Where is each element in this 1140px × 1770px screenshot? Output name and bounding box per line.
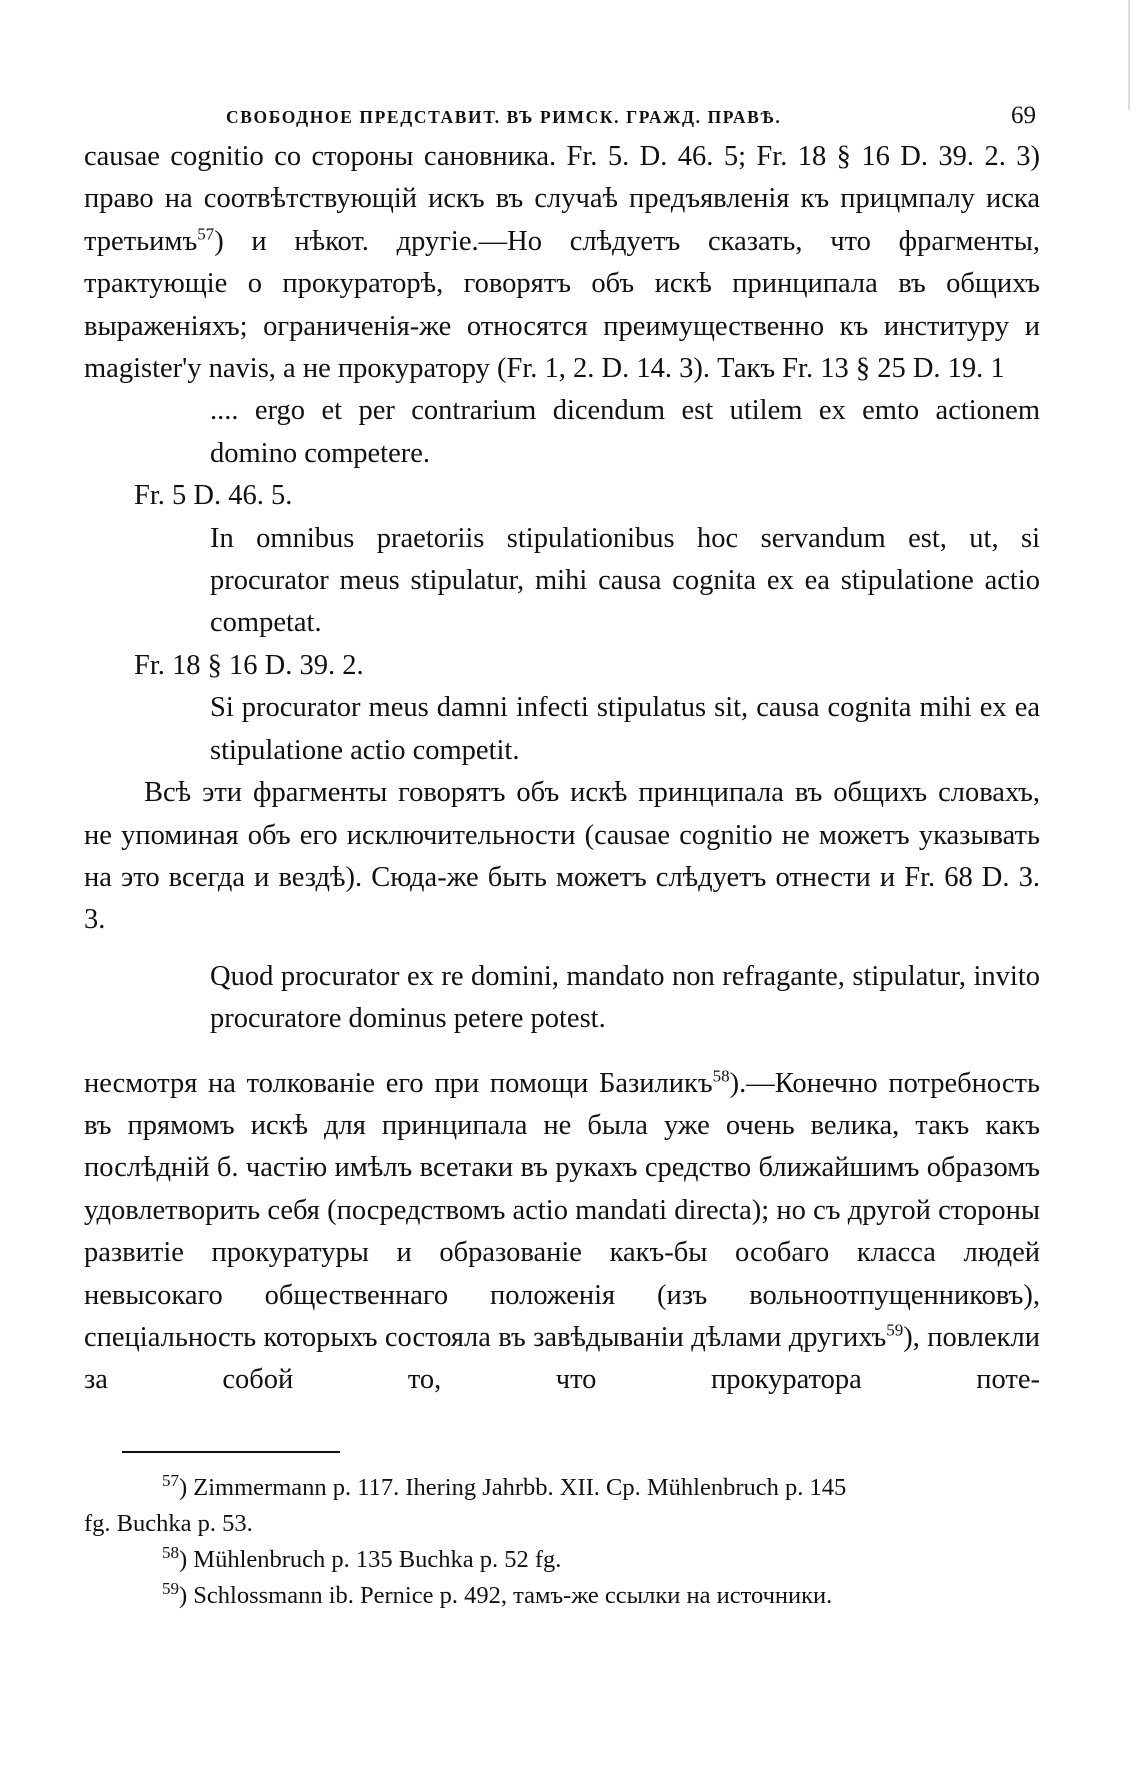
footnote-ref-57: 57 bbox=[197, 224, 215, 244]
page-number: 69 bbox=[1011, 102, 1036, 129]
footnote-58: $^{58}$) Mühlenbruch p. 135 Buchka p. 52 fg. bbox=[162, 1542, 562, 1573]
quote-2: In omnibus praetoriis stipulationibus hoc servandum est, ut, si procurator meus stipulatur, mihi causa cognita ex ea stipulatione actio competat. bbox=[210, 522, 1040, 639]
page-edge bbox=[1128, 0, 1130, 110]
paragraph-2: Всѣ эти фрагменты говорятъ объ искѣ принципала въ общихъ словахъ, не упоминая объ его исключительности (causae cognitio не можетъ указывать на это всегда и вездѣ). Сюда-же быть можетъ слѣдуетъ отнести и Fr. 68 D. 3. 3. bbox=[84, 777, 1040, 936]
main-text bbox=[84, 136, 1040, 1402]
footnote-57-cont: fg. Buchka p. 53. bbox=[84, 1510, 253, 1537]
paragraph-1: causae cognitio со стороны сановника. Fr. 5. D. 46. 5; Fr. 18 § 16 D. 39. 2. 3) право на соотвѣтствующій искъ въ случаѣ предъявленія къ прицмпалу иска третьимъ$^{57}$) и нѣкот. другіе.—Но слѣдуетъ сказать, что фрагменты, трактующіе о прокураторѣ, говорятъ объ искѣ принципала въ общихъ выраженіяхъ; ограниченія-же относятся преимущественно къ институру и magister'у navis, а не прокуратору (Fr. 1, 2. D. 14. 3). Такъ Fr. 13 § 25 D. 19. 1 bbox=[84, 141, 1040, 385]
paragraph-3: несмотря на толкованіе его при помощи Базиликъ$^{58}$).—Конечно потребность въ прямомъ искѣ для принципала не была уже очень велика, такъ какъ послѣдній б. частію имѣлъ всетаки въ рукахъ средство ближайшимъ образомъ удовлетворить себя (посредствомъ actio mandati directa); но съ другой стороны развитіе прокуратуры и образованіе какъ-бы особаго класса людей невысокаго общественнаго положенія (изъ вольноотпущенниковъ), спеціальность которыхъ состояла въ завѣдываніи дѣлами другихъ$^{59}$), повлекли за собой то, что прокуратора поте- bbox=[84, 1066, 1040, 1396]
source-ref-3: Fr. 18 § 16 D. 39. 2. bbox=[134, 649, 364, 681]
footnote-rule bbox=[122, 1451, 340, 1453]
footnote-57: $^{57}$) Zimmermann p. 117. Ihering Jahrbb. XII. Cp. Mühlenbruch p. 145 bbox=[162, 1470, 847, 1501]
footnote-59: $^{59}$) Schlossmann ib. Pernice p. 492, тамъ-же ссылки на источники. bbox=[162, 1578, 833, 1609]
quote-4: Quod procurator ex re domini, mandato non refragante, stipulatur, invito procuratore dominus petere potest. bbox=[210, 960, 1040, 1035]
footnote-ref-58: 58 bbox=[712, 1066, 730, 1086]
footnotes bbox=[84, 1470, 1036, 1614]
quote-3: Si procurator meus damni infecti stipulatus sit, causa cognita mihi ex ea stipulatione actio competit. bbox=[210, 692, 1040, 766]
footnote-ref-59: 59 bbox=[886, 1320, 904, 1340]
running-header bbox=[226, 102, 1036, 130]
running-title: СВОБОДНОЕ ПРЕДСТАВИТ. ВЪ РИМСК. ГРАЖД. ПРАВѢ. bbox=[226, 107, 782, 127]
source-ref-2: Fr. 5 D. 46. 5. bbox=[134, 480, 293, 512]
quote-1: .... ergo et per contrarium dicendum est utilem ex emto actionem domino competere. bbox=[210, 395, 1040, 469]
